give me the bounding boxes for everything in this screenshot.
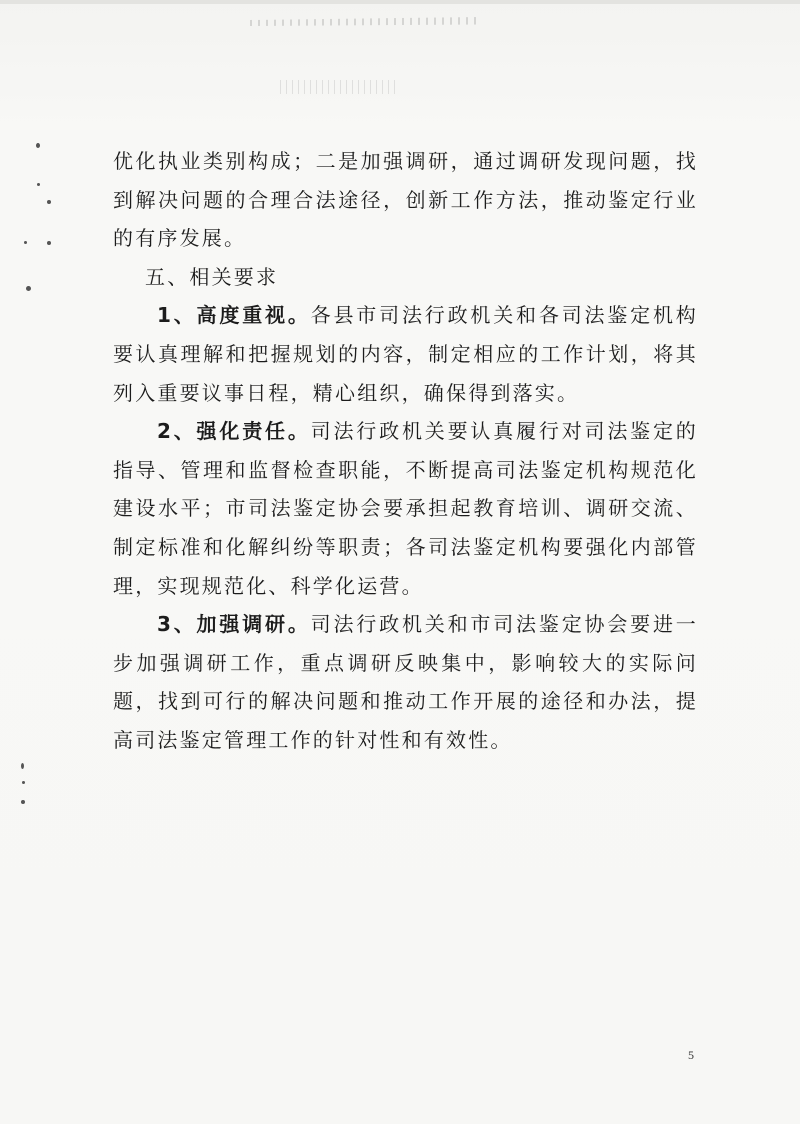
- item-lead: 1、高度重视。: [157, 303, 311, 328]
- paragraph-item-3: [113, 605, 698, 759]
- binding-hole-mark: [24, 241, 27, 244]
- page-number: 5: [688, 1048, 694, 1062]
- binding-hole-mark: [36, 143, 40, 148]
- binding-hole-mark: [22, 781, 25, 784]
- binding-hole-mark: [21, 763, 24, 769]
- binding-hole-mark: [37, 183, 40, 186]
- document-body: [113, 142, 698, 760]
- item-text: 司法行政机关和市司法鉴定协会要进一步加强调研工作，重点调研反映集中，影响较大的实际问题，找到可行的解决问题和推动工作开展的途径和办法，提高司法鉴定管理工作的针对性和有效性。: [113, 612, 698, 752]
- paragraph-item-2: [113, 412, 698, 605]
- paragraph-text: 优化执业类别构成；二是加强调研，通过调研发现问题，找到解决问题的合理合法途径，创新工作方法，推动鉴定行业的有序发展。: [113, 149, 698, 251]
- paragraph-continuation: [113, 142, 698, 258]
- binding-hole-mark: [21, 800, 25, 804]
- item-text: 各县市司法行政机关和各司法鉴定机构要认真理解和把握规划的内容，制定相应的工作计划，将其列入重要议事日程，精心组织，确保得到落实。: [113, 303, 698, 405]
- binding-hole-mark: [47, 241, 51, 245]
- heading-text: 五、相关要求: [145, 264, 279, 289]
- item-lead: 3、加强调研。: [157, 612, 311, 637]
- paragraph-item-1: [113, 296, 698, 412]
- binding-hole-mark: [47, 200, 51, 204]
- bleed-through-marks: [250, 8, 480, 38]
- item-text: 司法行政机关要认真履行对司法鉴定的指导、管理和监督检查职能，不断提高司法鉴定机构规范化建设水平；市司法鉴定协会要承担起教育培训、调研交流、制定标准和化解纠纷等职责；各司法鉴定机构要强化内部管理，实现规范化、科学化运营。: [113, 419, 698, 598]
- item-lead: 2、强化责任。: [157, 419, 311, 444]
- section-heading: [113, 258, 698, 297]
- binding-hole-mark: [26, 286, 31, 291]
- scan-top-edge: [0, 0, 800, 4]
- bleed-through-marks-secondary: [280, 80, 400, 94]
